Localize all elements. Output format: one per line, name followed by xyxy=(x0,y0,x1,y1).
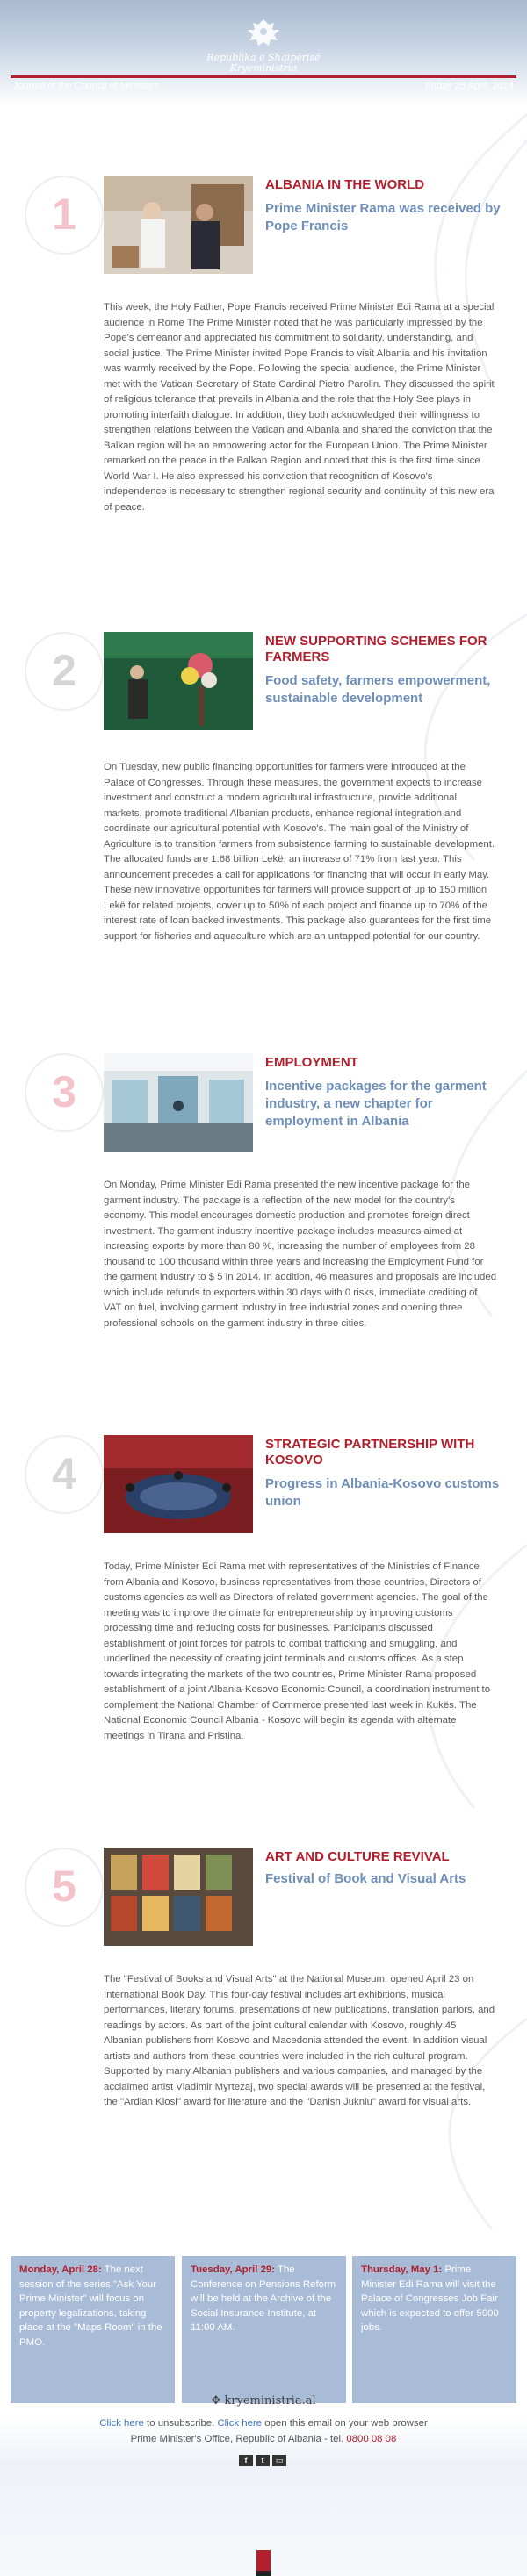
journal-title: Journal of the Council of Ministers xyxy=(13,81,159,91)
photo-image xyxy=(104,176,253,274)
office-phone[interactable]: 0800 08 08 xyxy=(346,2434,397,2444)
photo-image xyxy=(104,1435,253,1533)
photo-image xyxy=(104,632,253,730)
calendar-date: Tuesday, April 29: xyxy=(191,2264,276,2275)
republic-line-1: Republika e Shqipërisë xyxy=(206,52,321,63)
article-photo-book-festival[interactable] xyxy=(104,1848,253,1946)
article-title: EMPLOYMENT xyxy=(265,1055,358,1070)
republic-line-2: Kryeministria xyxy=(229,62,298,74)
article-title: STRATEGIC PARTNERSHIP WITH KOSOVO xyxy=(265,1437,475,1467)
calendar-box-monday xyxy=(11,2256,175,2403)
article-body: This week, the Holy Father, Pope Francis received Prime Minister Edi Rama at a special audience in Rome The Prime Minister noted that he was particularly impressed by the Pope's demeanor and appreciated his commitment to solidarity, understanding, and social justice. The Prime Minister invited Pope Francis to visit Albania and his invitation was warmly received by the Pope. Following the special audience, the Prime Minister met with the Vatican Secretary of State Cardinal Pietro Parolin. They discussed the spirit of religious tolerance that prevails in Albania and the role that the Holy See plays in promoting interfaith dialogue. In addition, they both acknowledged their willingness to strengthen relations between the Vatican and Albania and shared the conviction that the Balkan region will be an empowering actor for the European Union. The Prime Minister remarked on the peace in the Balkan Region and noted that this is the first time since World War I. He also expressed his conviction that recognition of Kosovo's independence is necessary to strengthen regional security and continuity of this new era of peace. xyxy=(104,302,495,513)
article-number-badge xyxy=(25,1848,104,1927)
article-body: On Tuesday, new public financing opportunities for farmers were introduced at the Palace of Congresses. Through these measures, the government expects to increase investment and construct a modern agricultural infrastructure, provide additional markets, promote traditional Albanian products, enhance regional integration and coordinate our agricultural potential with Kosovo's. The main goal of the Ministry of Agriculture is to transition farmers from subsistence farming to sustainable development. The allocated funds are 1.68 billion Lekë, an increase of 71% from last year. This announcement precedes a call for applications for financing that will occur in early May. These new innovative opportunities for farmers will provide support of up to 150 million Lekë for related projects, cover up to 50% of each project and finance up to 70% of the interest rate of loan backed investments. This package also guarantees for the first time support for fisheries and aquaculture which are an untapped potential for our country. xyxy=(104,762,495,942)
article-subtitle: Festival of Book and Visual Arts xyxy=(265,1871,466,1886)
footer-site-logo[interactable] xyxy=(0,2394,527,2407)
calendar-box-tuesday xyxy=(182,2256,346,2403)
footer-emblem-icon: ✥ xyxy=(211,2394,221,2407)
calendar-date: Thursday, May 1: xyxy=(361,2264,443,2275)
republic-caption xyxy=(0,53,527,74)
article-title: NEW SUPPORTING SCHEMES FOR FARMERS xyxy=(265,634,487,664)
footer-unsubscribe-line xyxy=(0,2418,527,2429)
article-body: The "Festival of Books and Visual Arts" at the National Museum, opened April 23 on International Book Day. This four-day festival includes art exhibitions, musical performances, literary forums, presentations of new publications, translation parlors, and readings by actors. As part of the joint cultural calendar with Kosovo, roughly 45 Albanian publishers from Kosovo and Macedonia attended the event. In addition visual artists and authors from these countries were included in the rich cultural program. Supported by many Albanian publishers and various companies, and managed by the acclaimed artist Vladimir Myrtezaj, two special awards will be presented at the festival, the "Ardian Klosi" award for literature and the "Danish Jukniu" award for visual arts. xyxy=(104,1974,495,2107)
article-title: ART AND CULTURE REVIVAL xyxy=(265,1849,450,1864)
article-photo-farmers[interactable] xyxy=(104,632,253,730)
unsubscribe-text: to unsubscribe. xyxy=(143,2418,218,2429)
newsletter-header xyxy=(0,0,527,105)
article-body: Today, Prime Minister Edi Rama met with representatives of the Ministries of Finance from Albania and Kosovo, business representatives from these countries, Directors of customs agencies as well as Directors of related government agencies. The goal of the meeting was to improve the climate for entrepreneurship by improving customs processing time and reducing costs for businesses. Participants discussed establishment of joint forces for patrols to combat trafficking and smuggling, and underlined the necessity of creating joint terminals and customs offices. As a step towards integrating the markets of the two countries, Prime Minister Rama proposed establishment of a joint Albania-Kosovo Economic Council, a coordination instrument to complement the National Chamber of Commerce presented last week in Kukës. The National Economic Council Albania - Kosovo will begin its agenda with alternate meetings in Tirana and Pristina. xyxy=(104,1561,491,1741)
albania-emblem-icon xyxy=(237,16,290,51)
article-subtitle: Prime Minister Rama was received by Pope Francis xyxy=(265,201,501,233)
flag-red-part xyxy=(256,2550,271,2571)
article-photo-kosovo-meeting[interactable] xyxy=(104,1435,253,1533)
article-number: 5 xyxy=(52,1862,76,1911)
open-in-browser-link[interactable]: Click here xyxy=(217,2418,263,2429)
facebook-icon[interactable]: f xyxy=(239,2455,253,2466)
calendar-date: Monday, April 28: xyxy=(19,2264,102,2275)
twitter-icon[interactable]: t xyxy=(256,2455,270,2466)
article-subtitle: Incentive packages for the garment industry, a new chapter for employment in Albania xyxy=(265,1079,487,1129)
article-number: 1 xyxy=(52,190,76,239)
issue-date: Friday 25 April, 2014 xyxy=(425,81,514,91)
article-number-badge xyxy=(25,632,104,711)
article-subtitle: Food safety, farmers empowerment, sustainable development xyxy=(265,673,491,706)
article-subtitle: Progress in Albania-Kosovo customs union xyxy=(265,1476,500,1509)
unsubscribe-link[interactable]: Click here xyxy=(99,2418,144,2429)
calendar-text: Prime Minister Edi Rama will visit the Palace of Congresses Job Fair which is expected to offer 5000 jobs. xyxy=(361,2264,499,2333)
browser-text: open this email on your web browser xyxy=(262,2418,428,2429)
social-links xyxy=(239,2455,292,2467)
article-number-badge xyxy=(25,1435,104,1514)
footer-office-line xyxy=(0,2434,527,2444)
footer-site-name: kryeministria.al xyxy=(224,2394,316,2407)
article-photo-pope-meeting[interactable] xyxy=(104,176,253,274)
calendar-box-thursday xyxy=(352,2256,516,2403)
header-red-rule xyxy=(11,75,516,78)
article-number: 3 xyxy=(52,1067,76,1116)
article-number: 2 xyxy=(52,646,76,695)
photo-image xyxy=(104,1848,253,1946)
article-number-badge xyxy=(25,1053,104,1132)
calendar-text: The Conference on Pensions Reform will be held at the Archive of the Social Insurance Institute, at 11:00 AM. xyxy=(191,2264,336,2333)
office-text: Prime Minister's Office, Republic of Albania - tel. xyxy=(130,2434,347,2444)
article-photo-garment-factory[interactable] xyxy=(104,1053,253,1152)
article-number: 4 xyxy=(52,1449,76,1498)
calendar-text: The next session of the series "Ask Your Prime Minister" will focus on property legalizations, taking place at the "Maps Room" in the PMO. xyxy=(19,2264,162,2348)
article-title: ALBANIA IN THE WORLD xyxy=(265,177,425,192)
flag-black-part xyxy=(256,2571,271,2576)
article-number-badge xyxy=(25,176,104,255)
photo-image xyxy=(104,1053,253,1152)
albania-flag-stripe xyxy=(256,2550,271,2576)
article-body: On Monday, Prime Minister Edi Rama presented the new incentive package for the garment industry. The package is a reflection of the new model for the country's economy. This model encourages domestic production and promotes foreign direct investment. The garment industry incentive package includes measures aimed at increasing exports by more than 80 %, increasing the number of employees from 28 thousand to 100 thousand within three years and increasing the Employment Fund for the garment industry to $ 5 in 2014. In addition, 46 measures and proposals are included which include refunds to exporters within 30 days with 0 risks, immediate crediting of VAT on fuel, involving garment industry in free industrial zones and opening three professional schools on the garment industry in three cities. xyxy=(104,1180,497,1329)
video-icon[interactable]: ▭ xyxy=(272,2455,286,2466)
